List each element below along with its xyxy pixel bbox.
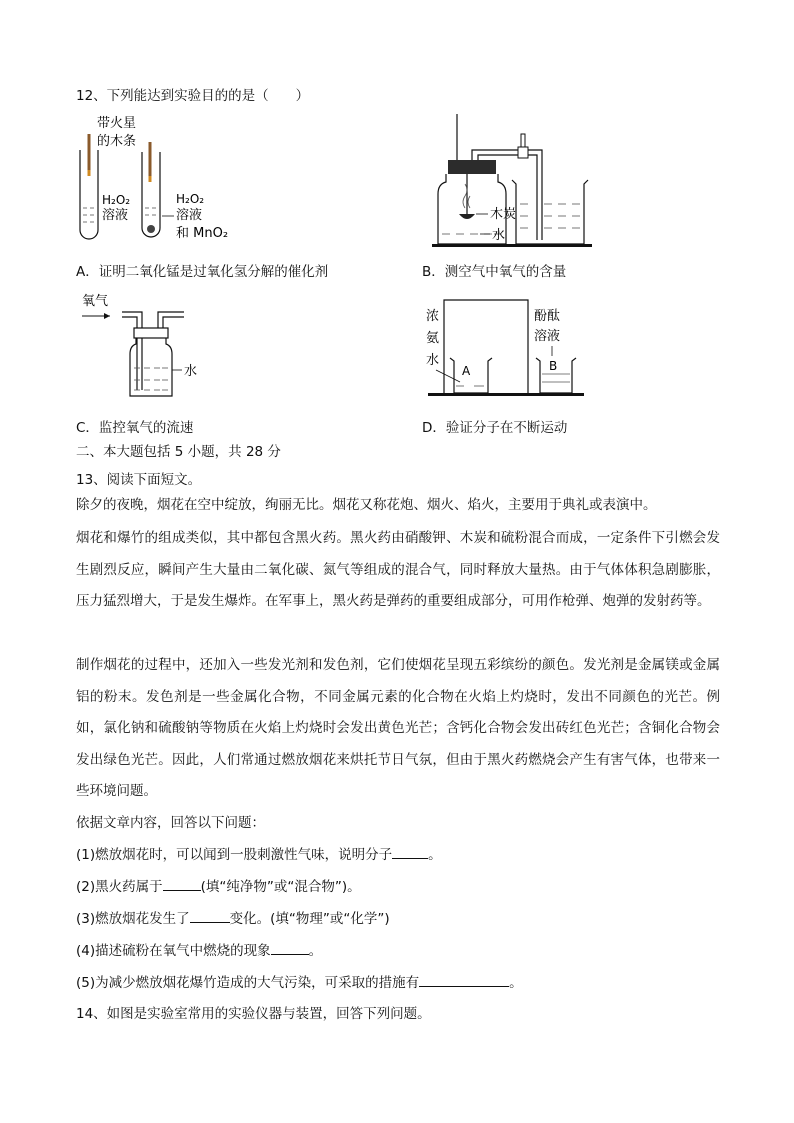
figure-d bbox=[424, 290, 584, 402]
label-h2o2-right: H₂O₂ bbox=[176, 192, 205, 206]
q13-sub-2-end: (填“纯净物”或“混合物”)。 bbox=[200, 879, 361, 895]
label-charcoal: 木炭 bbox=[490, 207, 517, 222]
answer-blank-2[interactable] bbox=[163, 876, 201, 891]
q13-sub-3 bbox=[76, 907, 390, 927]
option-c: C．监控氧气的流速 bbox=[76, 420, 194, 436]
label-beaker-a: A bbox=[462, 364, 471, 378]
label-tinder-1: 带火星 bbox=[97, 116, 137, 131]
q13-paragraph-1: 除夕的夜晚，烟花在空中绽放，绚丽无比。烟花又称花炮、烟火、焰火，主要用于典礼或表演中。 bbox=[76, 497, 657, 513]
q13-paragraph-2: 烟花和爆竹的组成类似，其中都包含黑火药。黑火药由硝酸钾、木炭和硫粉混合而成，一定条件下引燃会发生剧烈反应，瞬间产生大量由二氧化碳、氮气等组成的混合气，同时释放大量热。由于气体体积急剧膨胀，压力猛烈增大，于是发生爆炸。在军事上，黑火药是弹药的重要组成部分，可用作枪弹、炮弹的发射药等。 bbox=[76, 530, 720, 609]
label-phenol-2: 溶液 bbox=[534, 329, 561, 344]
q13-sub-4-end: 。 bbox=[308, 943, 323, 959]
option-d: D．验证分子在不断运动 bbox=[422, 420, 568, 436]
section-heading: 二、本大题包括 5 小题，共 28 分 bbox=[76, 444, 281, 460]
q13-sub-5 bbox=[76, 971, 523, 991]
q13-sub-5-text: (5)为减少燃放烟花爆竹造成的大气污染，可采取的措施有 bbox=[76, 975, 420, 991]
figure-b bbox=[432, 112, 592, 250]
q13-sub-1-end: 。 bbox=[428, 847, 442, 863]
q13-sub-3-text: (3)燃放烟花发生了 bbox=[76, 911, 190, 927]
q13-sub-2-text: (2)黑火药属于 bbox=[76, 879, 163, 895]
figure-c bbox=[76, 290, 216, 402]
figure-a bbox=[76, 112, 246, 244]
label-ammonia-2: 氨 bbox=[426, 331, 440, 346]
label-ammonia-1: 浓 bbox=[426, 309, 440, 324]
q13-sub-3-end: 变化。(填“物理”或“化学”) bbox=[229, 911, 390, 927]
label-water-c: 水 bbox=[184, 364, 198, 379]
q14-stem: 14、如图是实验室常用的实验仪器与装置，回答下列问题。 bbox=[76, 1006, 431, 1022]
answer-blank-5[interactable] bbox=[419, 972, 509, 987]
option-b: B．测空气中氧气的含量 bbox=[422, 264, 567, 280]
answer-blank-1[interactable] bbox=[392, 844, 428, 859]
q13-paragraph-3: 制作烟花的过程中，还加入一些发光剂和发色剂，它们使烟花呈现五彩缤纷的颜色。发光剂是金属镁或金属铝的粉末。发色剂是一些金属化合物，不同金属元素的化合物在火焰上灼烧时，发出不同颜色的光芒。例如，氯化钠和硫酸钠等物质在火焰上灼烧时会发出黄色光芒；含钙化合物会发出砖红色光芒；含铜化合物会发出绿色光芒。因此，人们常通过燃放烟花来烘托节日气氛，但由于黑火药燃烧会产生有害气体，也带来一些环境问题。 bbox=[76, 657, 720, 799]
q12-stem: 12、下列能达到实验目的的是（ ） bbox=[76, 88, 310, 104]
label-solution-left: 溶液 bbox=[102, 208, 129, 223]
label-water-b: 水 bbox=[492, 228, 506, 243]
q13-stem: 13、阅读下面短文。 bbox=[76, 472, 202, 488]
label-ammonia-3: 水 bbox=[426, 353, 440, 368]
q13-intro: 依据文章内容，回答以下问题： bbox=[76, 815, 265, 831]
q13-sub-1 bbox=[76, 843, 442, 863]
label-h2o2-left: H₂O₂ bbox=[102, 193, 131, 207]
q13-sub-4-text: (4)描述硫粉在氧气中燃烧的现象 bbox=[76, 943, 271, 959]
q13-sub-5-end: 。 bbox=[509, 975, 523, 991]
label-mno2: 和 MnO₂ bbox=[176, 226, 229, 241]
option-a: A．证明二氧化锰是过氧化氢分解的催化剂 bbox=[76, 264, 329, 280]
q13-sub-1-text: (1)燃放烟花时，可以闻到一股刺激性气味，说明分子 bbox=[76, 847, 393, 863]
answer-blank-3[interactable] bbox=[190, 908, 230, 923]
label-beaker-b: B bbox=[549, 359, 558, 373]
q13-sub-2 bbox=[76, 875, 361, 895]
label-solution-right: 溶液 bbox=[176, 208, 203, 223]
q13-sub-4 bbox=[76, 939, 322, 959]
label-phenol-1: 酚酞 bbox=[534, 309, 561, 324]
label-oxygen: 氧气 bbox=[82, 294, 109, 309]
answer-blank-4[interactable] bbox=[271, 940, 309, 955]
label-tinder-2: 的木条 bbox=[97, 134, 137, 149]
